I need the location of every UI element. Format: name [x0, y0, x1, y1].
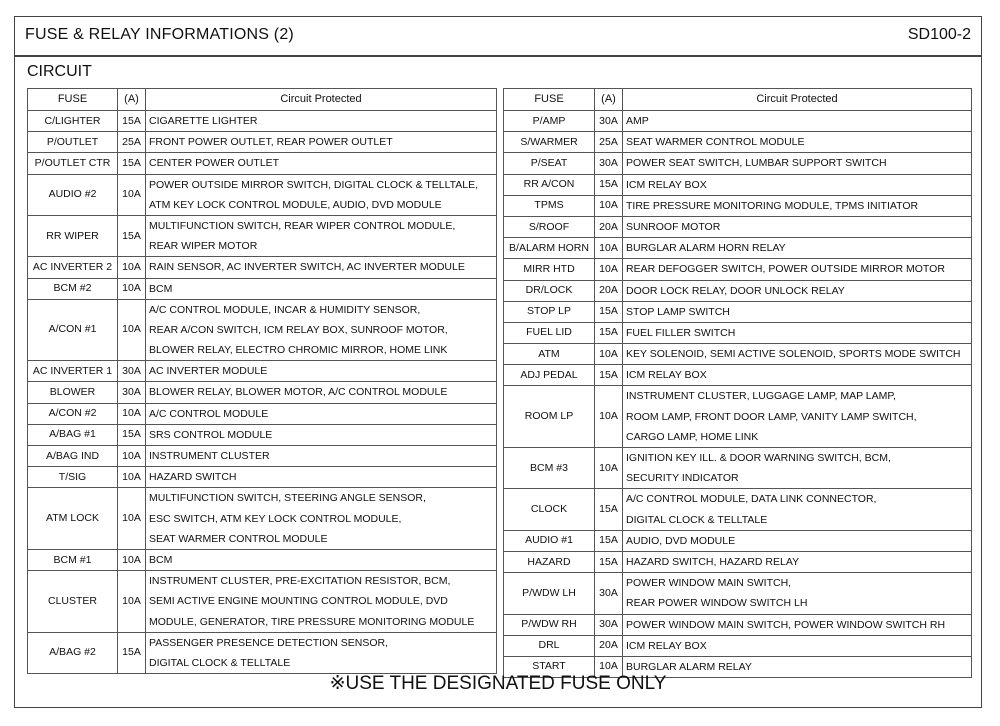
circuit-protected — [623, 132, 972, 153]
circuit-description-line: STOP LAMP SWITCH — [626, 305, 730, 318]
circuit-description-line: HAZARD SWITCH — [149, 471, 237, 484]
fuse-row — [28, 632, 497, 673]
fuse-row — [504, 280, 972, 301]
fuse-name: DRL — [504, 635, 595, 656]
fuse-amperage: 30A — [595, 573, 623, 614]
fuse-name: A/BAG #1 — [28, 424, 118, 445]
fuse-table-left — [27, 88, 497, 674]
fuse-amperage: 25A — [595, 132, 623, 153]
fuse-row — [28, 571, 497, 633]
circuit-description-line: CENTER POWER OUTLET — [149, 157, 280, 170]
fuse-row — [28, 111, 497, 132]
circuit-description-line: FUEL FILLER SWITCH — [626, 326, 736, 339]
fuse-name: AUDIO #2 — [28, 174, 118, 215]
fuse-row — [28, 446, 497, 467]
circuit-protected — [146, 467, 497, 488]
fuse-name: HAZARD — [504, 551, 595, 572]
circuit-description-line: ICM RELAY BOX — [626, 639, 707, 652]
circuit-description-line: SEMI ACTIVE ENGINE MOUNTING CONTROL MODULE, DVD — [149, 595, 448, 608]
circuit-protected — [623, 322, 972, 343]
fuse-row — [28, 299, 497, 361]
fuse-name: AC INVERTER 2 — [28, 257, 118, 278]
page-title: FUSE & RELAY INFORMATIONS (2) — [25, 26, 294, 43]
circuit-description-line: MODULE, GENERATOR, TIRE PRESSURE MONITORING MODULE — [149, 615, 475, 628]
fuse-row — [504, 238, 972, 259]
fuse-amperage: 10A — [595, 448, 623, 489]
fuse-row — [504, 259, 972, 280]
circuit-protected — [623, 489, 972, 530]
circuit-protected — [146, 278, 497, 299]
circuit-description-line: A/C CONTROL MODULE, DATA LINK CONNECTOR, — [626, 493, 877, 506]
circuit-protected — [623, 153, 972, 174]
fuse-table-left-body — [28, 111, 497, 674]
fuse-row — [28, 361, 497, 382]
fuse-name: P/OUTLET CTR — [28, 153, 118, 174]
fuse-name: AUDIO #1 — [504, 530, 595, 551]
circuit-description-line: POWER WINDOW MAIN SWITCH, — [626, 577, 792, 590]
circuit-protected — [623, 195, 972, 216]
circuit-description-line: FRONT POWER OUTLET, REAR POWER OUTLET — [149, 136, 393, 149]
circuit-description-line: REAR WIPER MOTOR — [149, 240, 258, 253]
fuse-name: S/ROOF — [504, 216, 595, 237]
circuit-protected — [623, 238, 972, 259]
header-bar — [15, 17, 981, 57]
section-title: CIRCUIT — [27, 63, 92, 80]
column-header-fuse: FUSE — [504, 89, 595, 111]
circuit-description-line: SUNROOF MOTOR — [626, 220, 721, 233]
fuse-name: P/AMP — [504, 111, 595, 132]
fuse-amperage: 15A — [595, 489, 623, 530]
circuit-description-line: MULTIFUNCTION SWITCH, REAR WIPER CONTROL MODULE, — [149, 219, 456, 232]
fuse-amperage: 15A — [118, 215, 146, 256]
fuse-name: RR A/CON — [504, 174, 595, 195]
fuse-row — [504, 386, 972, 448]
circuit-protected — [623, 573, 972, 614]
circuit-description-line: DOOR LOCK RELAY, DOOR UNLOCK RELAY — [626, 284, 845, 297]
circuit-description-line: BURGLAR ALARM RELAY — [626, 660, 752, 673]
circuit-description-line: SEAT WARMER CONTROL MODULE — [626, 136, 805, 149]
circuit-description-line: BCM — [149, 282, 173, 295]
fuse-row — [504, 174, 972, 195]
circuit-description-line: ESC SWITCH, ATM KEY LOCK CONTROL MODULE, — [149, 512, 402, 525]
circuit-description-line: REAR A/CON SWITCH, ICM RELAY BOX, SUNROOF MOTOR, — [149, 323, 448, 336]
circuit-description-line: BCM — [149, 553, 173, 566]
circuit-description-line: POWER OUTSIDE MIRROR SWITCH, DIGITAL CLOCK & TELLTALE, — [149, 178, 479, 191]
fuse-amperage: 15A — [118, 632, 146, 673]
fuse-amperage: 15A — [595, 530, 623, 551]
circuit-protected — [146, 488, 497, 550]
fuse-name: A/BAG #2 — [28, 632, 118, 673]
circuit-protected — [146, 361, 497, 382]
fuse-name: MIRR HTD — [504, 259, 595, 280]
fuse-amperage: 10A — [118, 467, 146, 488]
column-header-circuit: Circuit Protected — [623, 89, 972, 111]
fuse-amperage: 15A — [118, 153, 146, 174]
circuit-protected — [146, 632, 497, 673]
fuse-amperage: 10A — [595, 386, 623, 448]
fuse-row — [28, 467, 497, 488]
circuit-description-line: IGNITION KEY ILL. & DOOR WARNING SWITCH, BCM, — [626, 452, 891, 464]
circuit-protected — [623, 635, 972, 656]
fuse-row — [28, 215, 497, 256]
fuse-row — [28, 132, 497, 153]
circuit-protected — [146, 257, 497, 278]
circuit-description-line: INSTRUMENT CLUSTER, LUGGAGE LAMP, MAP LAMP, — [626, 390, 896, 403]
fuse-table-right — [503, 88, 972, 678]
circuit-description-line: CIGARETTE LIGHTER — [149, 115, 258, 127]
column-header-amp: (A) — [595, 89, 623, 111]
circuit-description-line: HAZARD SWITCH, HAZARD RELAY — [626, 555, 800, 568]
fuse-amperage: 15A — [118, 111, 146, 132]
fuse-amperage: 10A — [118, 549, 146, 570]
circuit-description-line: SEAT WARMER CONTROL MODULE — [149, 532, 328, 545]
circuit-description-line: ATM KEY LOCK CONTROL MODULE, AUDIO, DVD MODULE — [149, 198, 442, 211]
fuse-name: CLUSTER — [28, 571, 118, 633]
circuit-protected — [623, 365, 972, 386]
circuit-protected — [146, 299, 497, 361]
fuse-row — [504, 614, 972, 635]
circuit-description-line: TIRE PRESSURE MONITORING MODULE, TPMS INITIATOR — [626, 199, 919, 212]
column-header-amp: (A) — [118, 89, 146, 111]
fuse-name: BCM #3 — [504, 448, 595, 489]
fuse-row — [504, 216, 972, 237]
fuse-row — [28, 382, 497, 403]
circuit-description-line: ICM RELAY BOX — [626, 178, 707, 191]
column-header-fuse: FUSE — [28, 89, 118, 111]
circuit-protected — [623, 111, 972, 132]
fuse-name: ROOM LP — [504, 386, 595, 448]
fuse-name: CLOCK — [504, 489, 595, 530]
fuse-name: ATM — [504, 344, 595, 365]
column-header-circuit: Circuit Protected — [146, 89, 497, 111]
fuse-amperage: 10A — [595, 259, 623, 280]
fuse-row — [28, 488, 497, 550]
circuit-description-line: A/C CONTROL MODULE, INCAR & HUMIDITY SENSOR, — [149, 303, 421, 316]
fuse-amperage: 15A — [118, 424, 146, 445]
circuit-description-line: BURGLAR ALARM HORN RELAY — [626, 242, 786, 255]
fuse-amperage: 15A — [595, 322, 623, 343]
fuse-name: DR/LOCK — [504, 280, 595, 301]
circuit-description-line: INSTRUMENT CLUSTER — [149, 450, 270, 462]
fuse-amperage: 10A — [118, 299, 146, 361]
circuit-protected — [146, 382, 497, 403]
fuse-amperage: 10A — [595, 656, 623, 677]
fuse-name: A/CON #1 — [28, 299, 118, 361]
circuit-description-line: MULTIFUNCTION SWITCH, STEERING ANGLE SENSOR, — [149, 492, 426, 505]
fuse-amperage: 10A — [595, 238, 623, 259]
fuse-row — [504, 301, 972, 322]
circuit-protected — [146, 132, 497, 153]
circuit-protected — [623, 174, 972, 195]
fuse-row — [28, 153, 497, 174]
fuse-name: P/OUTLET — [28, 132, 118, 153]
document-frame — [14, 16, 982, 708]
fuse-name: P/WDW LH — [504, 573, 595, 614]
fuse-amperage: 10A — [118, 571, 146, 633]
circuit-description-line: REAR POWER WINDOW SWITCH LH — [626, 597, 808, 610]
circuit-protected — [623, 301, 972, 322]
circuit-description-line: DIGITAL CLOCK & TELLTALE — [626, 513, 768, 526]
fuse-name: A/CON #2 — [28, 403, 118, 424]
circuit-description-line: RAIN SENSOR, AC INVERTER SWITCH, AC INVERTER MODULE — [149, 261, 465, 274]
circuit-description-line: AUDIO, DVD MODULE — [626, 534, 736, 547]
circuit-description-line: KEY SOLENOID, SEMI ACTIVE SOLENOID, SPORTS MODE SWITCH — [626, 348, 961, 361]
fuse-amperage: 10A — [118, 278, 146, 299]
circuit-description-line: AC INVERTER MODULE — [149, 365, 268, 378]
fuse-name: A/BAG IND — [28, 446, 118, 467]
fuse-table-right-body — [504, 111, 972, 678]
circuit-protected — [146, 549, 497, 570]
fuse-row — [504, 153, 972, 174]
fuse-name: ADJ PEDAL — [504, 365, 595, 386]
fuse-amperage: 30A — [595, 111, 623, 132]
fuse-amperage: 30A — [595, 614, 623, 635]
circuit-protected — [623, 614, 972, 635]
fuse-name: S/WARMER — [504, 132, 595, 153]
circuit-protected — [146, 403, 497, 424]
fuse-name: BLOWER — [28, 382, 118, 403]
fuse-name: AC INVERTER 1 — [28, 361, 118, 382]
circuit-description-line: ROOM LAMP, FRONT DOOR LAMP, VANITY LAMP SWITCH, — [626, 410, 917, 423]
fuse-name: C/LIGHTER — [28, 111, 118, 132]
circuit-description-line: PASSENGER PRESENCE DETECTION SENSOR, — [149, 636, 389, 649]
fuse-row — [504, 489, 972, 530]
fuse-row — [504, 551, 972, 572]
fuse-name: T/SIG — [28, 467, 118, 488]
fuse-row — [504, 195, 972, 216]
fuse-row — [28, 549, 497, 570]
circuit-protected — [146, 174, 497, 215]
circuit-description-line: REAR DEFOGGER SWITCH, POWER OUTSIDE MIRROR MOTOR — [626, 263, 945, 276]
circuit-description-line: BLOWER RELAY, BLOWER MOTOR, A/C CONTROL MODULE — [149, 386, 448, 399]
table-header-row — [504, 89, 972, 111]
fuse-amperage: 15A — [595, 365, 623, 386]
circuit-protected — [146, 111, 497, 132]
fuse-row — [504, 322, 972, 343]
fuse-row — [504, 573, 972, 614]
fuse-name: TPMS — [504, 195, 595, 216]
circuit-protected — [623, 216, 972, 237]
circuit-protected — [623, 530, 972, 551]
fuse-row — [504, 635, 972, 656]
fuse-row — [504, 111, 972, 132]
circuit-protected — [623, 551, 972, 572]
circuit-description-line: BLOWER RELAY, ELECTRO CHROMIC MIRROR, HOME LINK — [149, 344, 448, 357]
fuse-row — [28, 174, 497, 215]
fuse-amperage: 20A — [595, 635, 623, 656]
fuse-amperage: 15A — [595, 301, 623, 322]
fuse-amperage: 20A — [595, 216, 623, 237]
fuse-amperage: 20A — [595, 280, 623, 301]
circuit-description-line: SECURITY INDICATOR — [626, 472, 739, 485]
circuit-protected — [146, 446, 497, 467]
circuit-description-line: DIGITAL CLOCK & TELLTALE — [149, 656, 291, 669]
fuse-row — [28, 278, 497, 299]
fuse-name: FUEL LID — [504, 322, 595, 343]
fuse-name: BCM #1 — [28, 549, 118, 570]
circuit-description-line: AMP — [626, 115, 649, 127]
circuit-description-line: POWER WINDOW MAIN SWITCH, POWER WINDOW SWITCH RH — [626, 618, 946, 631]
fuse-name: BCM #2 — [28, 278, 118, 299]
fuse-amperage: 10A — [595, 195, 623, 216]
fuse-name: RR WIPER — [28, 215, 118, 256]
fuse-amperage: 10A — [118, 174, 146, 215]
circuit-description-line: A/C CONTROL MODULE — [149, 407, 269, 420]
fuse-name: P/SEAT — [504, 153, 595, 174]
fuse-amperage: 25A — [118, 132, 146, 153]
fuse-name: P/WDW RH — [504, 614, 595, 635]
fuse-amperage: 30A — [595, 153, 623, 174]
circuit-protected — [146, 571, 497, 633]
circuit-protected — [623, 280, 972, 301]
circuit-protected — [623, 259, 972, 280]
circuit-protected — [146, 215, 497, 256]
fuse-row — [28, 424, 497, 445]
fuse-amperage: 10A — [118, 403, 146, 424]
fuse-row — [504, 132, 972, 153]
fuse-row — [504, 344, 972, 365]
document-code: SD100-2 — [907, 26, 971, 43]
fuse-row — [504, 530, 972, 551]
fuse-amperage: 30A — [118, 361, 146, 382]
fuse-row — [504, 365, 972, 386]
circuit-description-line: POWER SEAT SWITCH, LUMBAR SUPPORT SWITCH — [626, 157, 887, 170]
fuse-row — [28, 403, 497, 424]
circuit-protected — [146, 424, 497, 445]
circuit-protected — [623, 344, 972, 365]
fuse-name: ATM LOCK — [28, 488, 118, 550]
table-header-row — [28, 89, 497, 111]
fuse-row — [28, 257, 497, 278]
circuit-description-line: ICM RELAY BOX — [626, 369, 707, 382]
circuit-description-line: CARGO LAMP, HOME LINK — [626, 430, 759, 443]
circuit-description-line: INSTRUMENT CLUSTER, PRE-EXCITATION RESISTOR, BCM, — [149, 575, 451, 588]
fuse-amperage: 30A — [118, 382, 146, 403]
fuse-amperage: 10A — [118, 446, 146, 467]
fuse-row — [504, 448, 972, 489]
fuse-amperage: 10A — [118, 488, 146, 550]
fuse-amperage: 10A — [118, 257, 146, 278]
fuse-name: B/ALARM HORN — [504, 238, 595, 259]
fuse-amperage: 15A — [595, 174, 623, 195]
circuit-description-line: SRS CONTROL MODULE — [149, 428, 273, 441]
circuit-protected — [623, 386, 972, 448]
fuse-amperage: 10A — [595, 344, 623, 365]
fuse-name: STOP LP — [504, 301, 595, 322]
footer-note: ※USE THE DESIGNATED FUSE ONLY — [329, 673, 667, 694]
circuit-protected — [623, 448, 972, 489]
fuse-amperage: 15A — [595, 551, 623, 572]
circuit-protected — [146, 153, 497, 174]
fuse-name: START — [504, 656, 595, 677]
